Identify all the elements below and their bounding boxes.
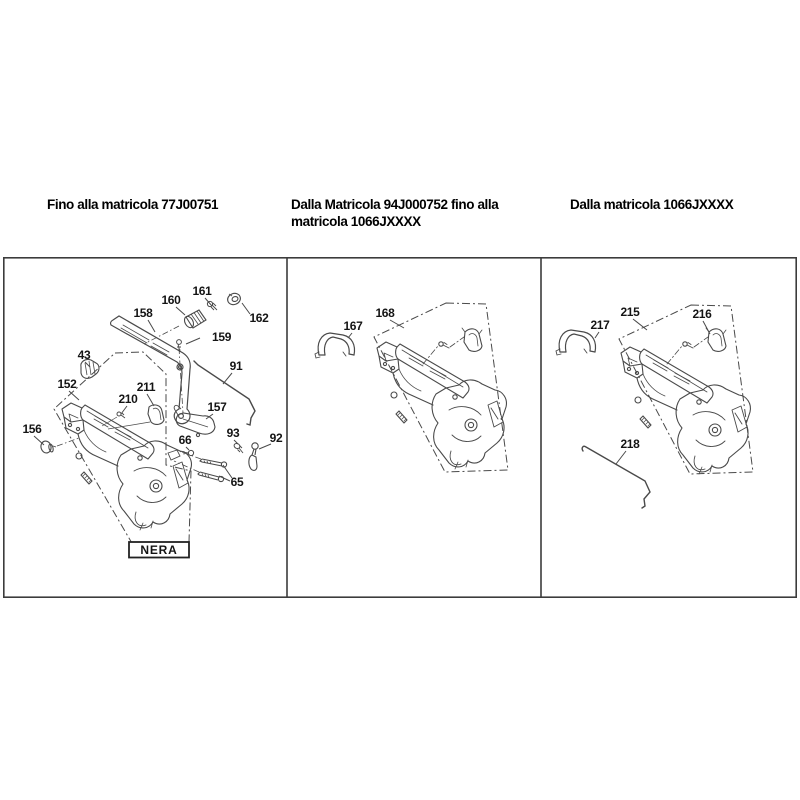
part-label-157: 157 [207, 400, 227, 414]
part-label-162: 162 [249, 311, 269, 325]
part-label-159: 159 [212, 330, 232, 344]
part-label-65: 65 [230, 475, 244, 489]
part-label-158: 158 [133, 306, 153, 320]
panel2-header: Dalla Matricola 94J000752 fino alla matricola 1066JXXXX [291, 197, 499, 229]
color-tag-nera [129, 542, 189, 558]
part-label-92: 92 [269, 431, 283, 445]
part-label-66: 66 [178, 433, 192, 447]
color-tag-text: NERA [140, 543, 178, 557]
part-label-152: 152 [57, 377, 77, 391]
part-label-43: 43 [77, 348, 91, 362]
part-label-211: 211 [136, 380, 156, 394]
part-label-217: 217 [590, 318, 610, 332]
part-label-91: 91 [229, 359, 243, 373]
part-label-93: 93 [226, 426, 240, 440]
part-label-168: 168 [375, 306, 395, 320]
parts-diagram [3, 257, 797, 598]
part-label-167: 167 [343, 319, 363, 333]
part-label-210: 210 [118, 392, 138, 406]
part-label-160: 160 [161, 293, 181, 307]
panel1-header: Fino alla matricola 77J00751 [47, 197, 219, 212]
part-label-216: 216 [692, 307, 712, 321]
part-label-156: 156 [22, 422, 42, 436]
part-label-218: 218 [620, 437, 640, 451]
part-label-215: 215 [620, 305, 640, 319]
part-label-161: 161 [192, 284, 212, 298]
panel3-header: Dalla matricola 1066JXXXX [570, 197, 734, 212]
